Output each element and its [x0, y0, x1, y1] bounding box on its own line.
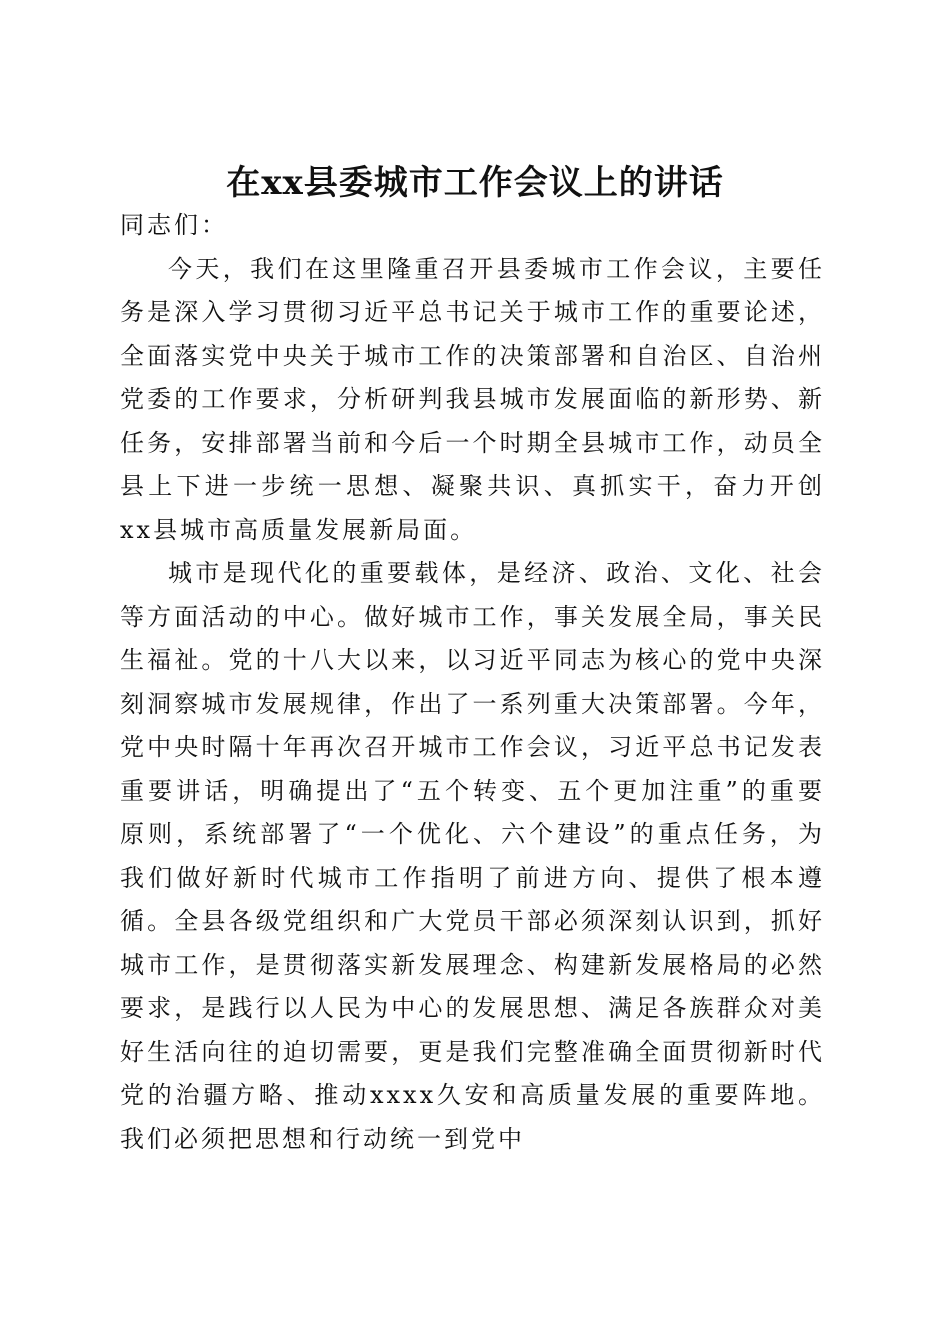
paragraph-city-importance: 城市是现代化的重要载体，是经济、政治、文化、社会等方面活动的中心。做好城市工作，事关发展全局，事关民生福祉。党的十八大以来，以习近平同志为核心的党中央深刻洞察城市发展规律，作出了一系列重大决策部署。今年，党中央时隔十年再次召开城市工作会议，习近平总书记发表重要讲话，明确提出了“五个转变、五个更加注重”的重要原则，系统部署了“一个优化、六个建设”的重点任务，为我们做好新时代城市工作指明了前进方向、提供了根本遵循。全县各级党组织和广大党员干部必须深刻认识到，抓好城市工作，是贯彻落实新发展理念、构建新发展格局的必然要求，是践行以人民为中心的发展思想、满足各族群众对美好生活向往的迫切需要，更是我们完整准确全面贯彻新时代党的治疆方略、推动xxxx久安和高质量发展的重要阵地。我们必须把思想和行动统一到党中: [120, 559, 825, 1153]
paragraph-opening: 今天，我们在这里隆重召开县委城市工作会议，主要任务是深入学习贯彻习近平总书记关于城市工作的重要论述，全面落实党中央关于城市工作的决策部署和自治区、自治州党委的工作要求，分析研判我县城市发展面临的新形势、新任务，安排部署当前和今后一个时期全县城市工作，动员全县上下进一步统一思想、凝聚共识、真抓实干，奋力开创xx县城市高质量发展新局面。: [120, 254, 825, 544]
document-title: 在xx县委城市工作会议上的讲话: [226, 162, 724, 203]
salutation: 同志们：: [120, 211, 228, 239]
document-body: [120, 204, 825, 1161]
